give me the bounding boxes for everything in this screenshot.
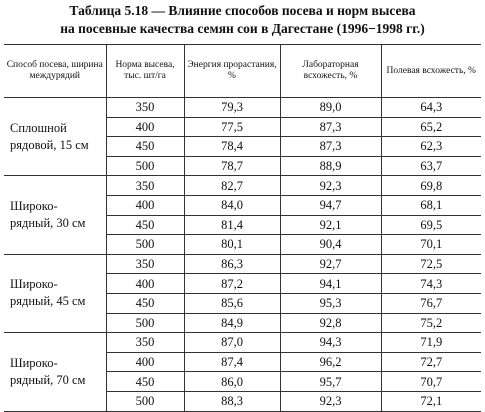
lab-cell: 94,1 [280,274,381,294]
field-cell: 72,1 [381,391,481,411]
caption-line-2: на посевные качества семян сои в Дагестане (1996−1998 гг.) [60,21,425,36]
lab-cell: 89,0 [280,98,381,118]
field-cell: 68,1 [381,195,481,215]
energy-cell: 87,2 [184,274,280,294]
rate-cell: 350 [106,254,184,274]
table-row [4,176,481,196]
header-method: Способ посева, ширина междурядий [4,45,106,98]
rate-cell: 350 [106,176,184,196]
method-cell [4,176,106,254]
energy-cell: 86,3 [184,254,280,274]
rate-cell: 400 [106,274,184,294]
rate-cell: 500 [106,156,184,176]
method-line: рядный, 45 см [10,294,86,309]
energy-cell: 87,0 [184,333,280,353]
table-row [4,254,481,274]
rate-cell: 350 [106,98,184,118]
field-cell: 62,3 [381,137,481,157]
lab-cell: 92,3 [280,176,381,196]
method-line: рядовой, 15 см [10,137,89,152]
energy-cell: 77,5 [184,117,280,137]
field-cell: 64,3 [381,98,481,118]
method-line: Широко- [10,355,58,370]
lab-cell: 95,7 [280,372,381,392]
lab-cell: 92,7 [280,254,381,274]
lab-cell: 94,7 [280,195,381,215]
field-cell: 70,1 [381,235,481,255]
field-cell: 74,3 [381,274,481,294]
rate-cell: 500 [106,235,184,255]
lab-cell: 90,4 [280,235,381,255]
method-cell [4,254,106,332]
header-row [4,45,481,98]
lab-cell: 87,3 [280,137,381,157]
method-line: Широко- [10,199,58,214]
field-cell: 76,7 [381,293,481,313]
lab-cell: 96,2 [280,352,381,372]
energy-cell: 78,4 [184,137,280,157]
lab-cell: 94,3 [280,333,381,353]
method-cell [4,333,106,411]
table-body [4,98,481,412]
lab-cell: 95,3 [280,293,381,313]
table-row [4,333,481,353]
energy-cell: 78,7 [184,156,280,176]
rate-cell: 400 [106,117,184,137]
energy-cell: 79,3 [184,98,280,118]
method-line: Широко- [10,277,58,292]
caption-line-1: Таблица 5.18 — Влияние способов посева и норм высева [69,3,416,18]
rate-cell: 450 [106,215,184,235]
field-cell: 63,7 [381,156,481,176]
rate-cell: 400 [106,195,184,215]
header-energy: Энергия прорастания, % [184,45,280,98]
energy-cell: 86,0 [184,372,280,392]
energy-cell: 80,1 [184,235,280,255]
energy-cell: 88,3 [184,391,280,411]
header-lab: Лабораторная всхожесть, % [280,45,381,98]
energy-cell: 81,4 [184,215,280,235]
rate-cell: 450 [106,137,184,157]
table-caption [0,2,485,38]
lab-cell: 92,1 [280,215,381,235]
energy-cell: 82,7 [184,176,280,196]
method-line: рядный, 70 см [10,372,86,387]
rate-cell: 450 [106,372,184,392]
energy-cell: 85,6 [184,293,280,313]
rate-cell: 500 [106,391,184,411]
table-row [4,98,481,118]
lab-cell: 92,8 [280,313,381,333]
rate-cell: 350 [106,333,184,353]
energy-cell: 87,4 [184,352,280,372]
field-cell: 65,2 [381,117,481,137]
field-cell: 75,2 [381,313,481,333]
lab-cell: 88,9 [280,156,381,176]
method-line: рядный, 30 см [10,216,86,231]
lab-cell: 87,3 [280,117,381,137]
field-cell: 72,7 [381,352,481,372]
field-cell: 69,5 [381,215,481,235]
rate-cell: 450 [106,293,184,313]
energy-cell: 84,9 [184,313,280,333]
header-field: Полевая всхожесть, % [381,45,481,98]
field-cell: 69,8 [381,176,481,196]
field-cell: 70,7 [381,372,481,392]
field-cell: 72,5 [381,254,481,274]
method-line: Сплошной [10,120,67,135]
lab-cell: 92,3 [280,391,381,411]
field-cell: 71,9 [381,333,481,353]
method-cell [4,98,106,176]
data-table [4,44,481,412]
energy-cell: 84,0 [184,195,280,215]
rate-cell: 500 [106,313,184,333]
header-rate: Норма высева, тыс. шт/га [106,45,184,98]
rate-cell: 400 [106,352,184,372]
